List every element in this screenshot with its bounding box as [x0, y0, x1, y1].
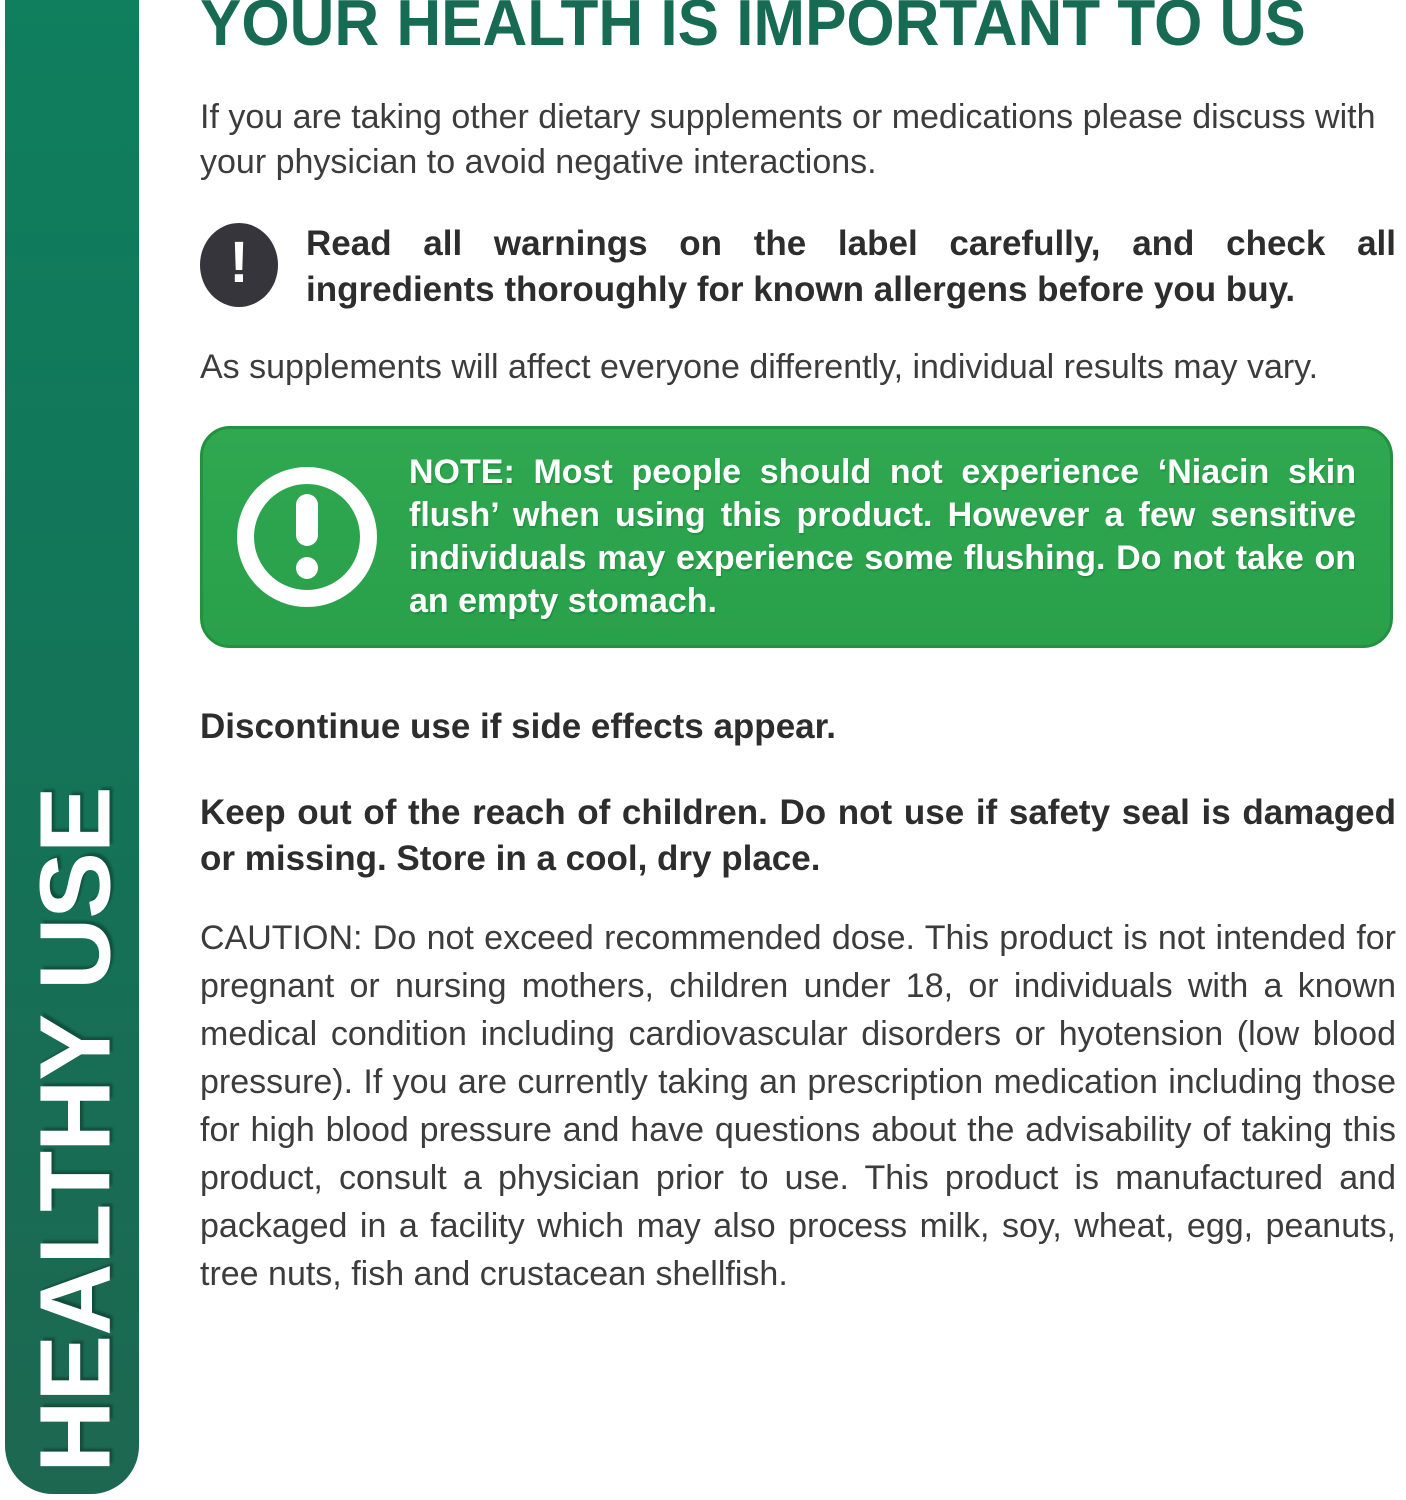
allergen-warning-text: Read all warnings on the label carefully, and check all ingredients thoroughly for known allergens before you buy.	[306, 223, 1396, 309]
caution-paragraph: CAUTION: Do not exceed recommended dose. This product is not intended for pregnant or nursing mothers, children under 18, or individuals with a known medical condition including cardiovascular disorders or hyotension (low blood pressure). If you are currently taking an prescription medication including those for high blood pressure and have questions about the advisability of taking this product, consult a physician prior to use. This product is manufactured and packaged in a facility which may also process milk, soy, wheat, egg, peanuts, tree nuts, fish and crustacean shellfish.	[200, 918, 1396, 1293]
healthy-use-vertical-label: HEALTHY USE	[19, 787, 132, 1473]
exclamation-circle-outline-icon	[237, 467, 377, 607]
exclamation-bar	[296, 494, 318, 546]
exclamation-circle-filled-icon	[200, 223, 278, 307]
niacin-note-text: NOTE: Most people should not experience ‘Niacin skin flush’ when using this product. However a few sensitive individuals may experience some flushing. Do not take on an empty stomach.	[409, 452, 1356, 620]
discontinue-warning-text: Discontinue use if side effects appear.	[200, 706, 837, 746]
intro-paragraph: If you are taking other dietary supplements or medications please discuss with your physician to avoid negative interactions.	[200, 97, 1376, 181]
individual-results-paragraph: As supplements will affect everyone differently, individual results may vary.	[200, 347, 1319, 386]
exclamation-glyph: !	[229, 229, 249, 295]
exclamation-dot	[296, 557, 318, 579]
page-title: YOUR HEALTH IS IMPORTANT TO US	[200, 0, 1306, 60]
niacin-note-box	[200, 426, 1393, 648]
keep-out-of-reach-text: Keep out of the reach of children. Do not use if safety seal is damaged or missing. Store in a cool, dry place.	[200, 792, 1396, 878]
allergen-warning-row	[200, 221, 1396, 313]
label-content-column	[200, 0, 1396, 1298]
healthy-use-band	[5, 0, 139, 1494]
